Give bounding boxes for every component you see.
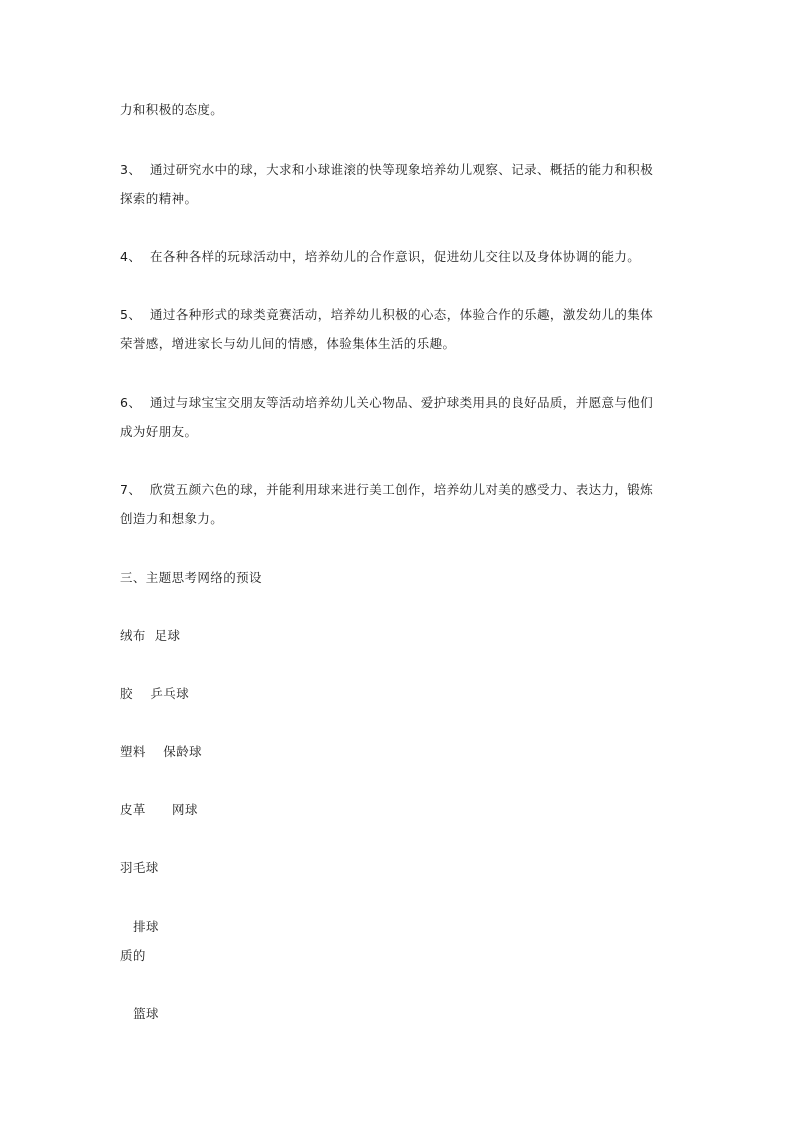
list-item-6-continuation: 成为好朋友。: [120, 424, 198, 439]
network-item: 篮球: [120, 1006, 159, 1021]
list-item-6: [120, 396, 653, 410]
network-item: 羽毛球: [120, 860, 159, 875]
list-item-3: [120, 163, 653, 177]
list-item-number: 5、: [120, 307, 142, 322]
list-item-number: 3、: [120, 162, 142, 177]
network-item: 皮革 网球: [120, 802, 198, 817]
network-item: 质的: [120, 948, 146, 963]
list-item-number: 6、: [120, 395, 142, 410]
network-item: 绒布 足球: [120, 628, 181, 643]
list-item-5: [120, 308, 653, 322]
network-item: 胶 乒乓球: [120, 686, 190, 701]
list-item-text: 通过与球宝宝交朋友等活动培养幼儿关心物品、爱护球类用具的良好品质，并愿意与他们: [150, 395, 654, 410]
list-item-3-continuation: 探索的精神。: [120, 191, 198, 206]
continuation-text: 力和积极的态度。: [120, 102, 224, 117]
list-item-5-continuation: 荣誉感，增进家长与幼儿间的情感，体验集体生活的乐趣。: [120, 336, 456, 351]
list-item-text: 通过研究水中的球，大求和小球谁滚的快等现象培养幼儿观察、记录、概括的能力和积极: [150, 162, 654, 177]
list-item-7-continuation: 创造力和想象力。: [120, 511, 224, 526]
list-item-text: 欣赏五颜六色的球，并能利用球来进行美工创作，培养幼儿对美的感受力、表达力，锻炼: [150, 482, 654, 497]
list-item-number: 4、: [120, 249, 142, 264]
list-item-number: 7、: [120, 482, 142, 497]
list-item-text: 在各种各样的玩球活动中，培养幼儿的合作意识，促进幼儿交往以及身体协调的能力。: [150, 249, 641, 264]
list-item-7: [120, 483, 653, 497]
network-item: 塑料 保龄球: [120, 744, 202, 759]
list-item-4: [120, 250, 640, 264]
section-heading: 三、主题思考网络的预设: [120, 570, 262, 585]
list-item-text: 通过各种形式的球类竟赛活动，培养幼儿积极的心态，体验合作的乐趣，激发幼儿的集体: [150, 307, 654, 322]
network-item: 排球: [120, 919, 159, 934]
